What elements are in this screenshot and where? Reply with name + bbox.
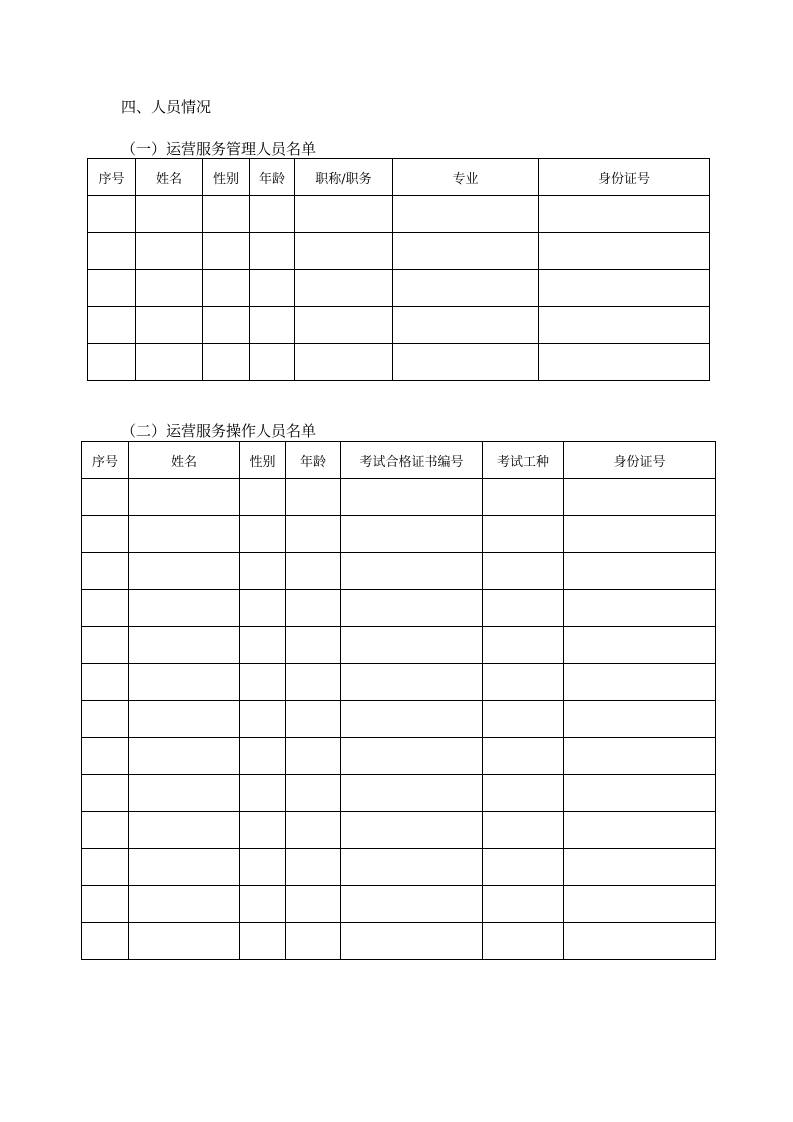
- table-cell[interactable]: [82, 775, 129, 812]
- table-cell[interactable]: [341, 553, 483, 590]
- table-cell[interactable]: [341, 701, 483, 738]
- table-cell[interactable]: [82, 516, 129, 553]
- table-cell[interactable]: [129, 553, 240, 590]
- table-cell[interactable]: [564, 479, 716, 516]
- table-cell[interactable]: [483, 849, 564, 886]
- table-cell[interactable]: [539, 307, 710, 344]
- table-cell[interactable]: [250, 344, 295, 381]
- header-cell: 姓名: [129, 442, 240, 479]
- table-cell[interactable]: [203, 344, 250, 381]
- table-cell[interactable]: [295, 196, 393, 233]
- operations-staff-table: [81, 441, 716, 960]
- table-row: [82, 701, 716, 738]
- table-row: [88, 233, 710, 270]
- table-cell[interactable]: [240, 627, 286, 664]
- header-cell: 性别: [240, 442, 286, 479]
- header-cell: 序号: [88, 159, 136, 196]
- table-cell[interactable]: [483, 812, 564, 849]
- operations-staff-table-title: （二）运营服务操作人员名单: [121, 422, 317, 440]
- table-cell[interactable]: [129, 516, 240, 553]
- table-cell[interactable]: [240, 849, 286, 886]
- table-cell[interactable]: [341, 738, 483, 775]
- table-cell[interactable]: [286, 886, 341, 923]
- header-cell: 考试合格证书编号: [341, 442, 483, 479]
- table-cell[interactable]: [240, 923, 286, 960]
- table-cell[interactable]: [88, 307, 136, 344]
- management-staff-table: [87, 158, 710, 381]
- table-cell[interactable]: [82, 849, 129, 886]
- table-cell[interactable]: [564, 553, 716, 590]
- header-cell: 考试工种: [483, 442, 564, 479]
- table-cell[interactable]: [539, 233, 710, 270]
- table-cell[interactable]: [341, 775, 483, 812]
- table-row: [82, 849, 716, 886]
- table-cell[interactable]: [286, 923, 341, 960]
- table-cell[interactable]: [203, 196, 250, 233]
- table-cell[interactable]: [483, 738, 564, 775]
- table-cell[interactable]: [286, 553, 341, 590]
- table-cell[interactable]: [136, 344, 203, 381]
- table-cell[interactable]: [393, 344, 539, 381]
- table-row: [82, 590, 716, 627]
- table-header-row: [82, 442, 716, 479]
- table-cell[interactable]: [129, 590, 240, 627]
- table-cell[interactable]: [564, 923, 716, 960]
- table-row: [82, 627, 716, 664]
- table-cell[interactable]: [539, 196, 710, 233]
- table-row: [82, 738, 716, 775]
- table-row: [82, 516, 716, 553]
- table-cell[interactable]: [564, 738, 716, 775]
- table-cell[interactable]: [136, 233, 203, 270]
- table-cell[interactable]: [129, 775, 240, 812]
- table-cell[interactable]: [564, 775, 716, 812]
- table-cell[interactable]: [483, 627, 564, 664]
- table-cell[interactable]: [393, 270, 539, 307]
- table-cell[interactable]: [483, 775, 564, 812]
- table-cell[interactable]: [341, 812, 483, 849]
- table-cell[interactable]: [129, 886, 240, 923]
- header-cell: 性别: [203, 159, 250, 196]
- table-row: [88, 344, 710, 381]
- table-cell[interactable]: [203, 233, 250, 270]
- table-cell[interactable]: [483, 553, 564, 590]
- table-cell[interactable]: [286, 701, 341, 738]
- header-cell: 姓名: [136, 159, 203, 196]
- table-cell[interactable]: [82, 923, 129, 960]
- table-cell[interactable]: [136, 307, 203, 344]
- table-header-row: [88, 159, 710, 196]
- table-cell[interactable]: [240, 775, 286, 812]
- table-cell[interactable]: [393, 233, 539, 270]
- table-cell[interactable]: [240, 590, 286, 627]
- table-cell[interactable]: [341, 627, 483, 664]
- table-cell[interactable]: [564, 886, 716, 923]
- table-cell[interactable]: [203, 270, 250, 307]
- table-cell[interactable]: [564, 627, 716, 664]
- table-cell[interactable]: [240, 664, 286, 701]
- table-cell[interactable]: [88, 196, 136, 233]
- table-cell[interactable]: [240, 812, 286, 849]
- table-row: [82, 553, 716, 590]
- table-cell[interactable]: [286, 775, 341, 812]
- table-cell[interactable]: [129, 812, 240, 849]
- table-cell[interactable]: [286, 479, 341, 516]
- table-cell[interactable]: [250, 307, 295, 344]
- table-cell[interactable]: [286, 849, 341, 886]
- table-cell[interactable]: [82, 886, 129, 923]
- table-cell[interactable]: [82, 479, 129, 516]
- table-cell[interactable]: [82, 627, 129, 664]
- table-row: [88, 270, 710, 307]
- table-cell[interactable]: [393, 196, 539, 233]
- table-cell[interactable]: [82, 553, 129, 590]
- table-cell[interactable]: [483, 590, 564, 627]
- header-cell: 年龄: [250, 159, 295, 196]
- table-cell[interactable]: [286, 516, 341, 553]
- table-cell[interactable]: [483, 479, 564, 516]
- table-cell[interactable]: [564, 701, 716, 738]
- table-cell[interactable]: [88, 344, 136, 381]
- table-cell[interactable]: [295, 307, 393, 344]
- table-cell[interactable]: [539, 270, 710, 307]
- table-cell[interactable]: [82, 590, 129, 627]
- table-cell[interactable]: [240, 886, 286, 923]
- table-cell[interactable]: [250, 233, 295, 270]
- table-cell[interactable]: [286, 664, 341, 701]
- table-cell[interactable]: [240, 701, 286, 738]
- header-cell: 专业: [393, 159, 539, 196]
- table-cell[interactable]: [286, 590, 341, 627]
- section-title: 四、人员情况: [121, 98, 212, 116]
- table-cell[interactable]: [483, 701, 564, 738]
- table-cell[interactable]: [341, 849, 483, 886]
- header-cell: 序号: [82, 442, 129, 479]
- table-cell[interactable]: [136, 196, 203, 233]
- table-cell[interactable]: [82, 664, 129, 701]
- table-cell[interactable]: [129, 664, 240, 701]
- table-cell[interactable]: [564, 812, 716, 849]
- table-cell[interactable]: [129, 923, 240, 960]
- table-cell[interactable]: [240, 516, 286, 553]
- table-row: [82, 664, 716, 701]
- table-cell[interactable]: [129, 849, 240, 886]
- table-row: [88, 196, 710, 233]
- table-cell[interactable]: [240, 479, 286, 516]
- table-row: [82, 775, 716, 812]
- table-cell[interactable]: [129, 738, 240, 775]
- table-row: [82, 812, 716, 849]
- table-cell[interactable]: [483, 923, 564, 960]
- table-cell[interactable]: [483, 516, 564, 553]
- table-cell[interactable]: [240, 553, 286, 590]
- table-cell[interactable]: [295, 344, 393, 381]
- table-cell[interactable]: [564, 516, 716, 553]
- header-cell: 年龄: [286, 442, 341, 479]
- table-cell[interactable]: [295, 270, 393, 307]
- table-cell[interactable]: [286, 627, 341, 664]
- table-row: [82, 886, 716, 923]
- table-row: [82, 479, 716, 516]
- table-cell[interactable]: [483, 886, 564, 923]
- table-cell[interactable]: [341, 664, 483, 701]
- table-cell[interactable]: [341, 886, 483, 923]
- header-cell: 身份证号: [539, 159, 710, 196]
- table-cell[interactable]: [250, 196, 295, 233]
- table-cell[interactable]: [286, 738, 341, 775]
- table-cell[interactable]: [129, 627, 240, 664]
- table-cell[interactable]: [136, 270, 203, 307]
- table-cell[interactable]: [129, 479, 240, 516]
- table-cell[interactable]: [82, 701, 129, 738]
- table-cell[interactable]: [250, 270, 295, 307]
- table-row: [82, 923, 716, 960]
- table-cell[interactable]: [82, 812, 129, 849]
- table-row: [88, 307, 710, 344]
- table-cell[interactable]: [240, 738, 286, 775]
- management-staff-table-title: （一）运营服务管理人员名单: [121, 140, 317, 158]
- table-cell[interactable]: [564, 590, 716, 627]
- table-cell[interactable]: [88, 233, 136, 270]
- table-cell[interactable]: [295, 233, 393, 270]
- table-cell[interactable]: [88, 270, 136, 307]
- table-cell[interactable]: [393, 307, 539, 344]
- table-cell[interactable]: [82, 738, 129, 775]
- table-cell[interactable]: [564, 664, 716, 701]
- header-cell: 身份证号: [564, 442, 716, 479]
- table-cell[interactable]: [203, 307, 250, 344]
- table-cell[interactable]: [341, 479, 483, 516]
- table-cell[interactable]: [483, 664, 564, 701]
- header-cell: 职称/职务: [295, 159, 393, 196]
- table-cell[interactable]: [564, 849, 716, 886]
- table-cell[interactable]: [286, 812, 341, 849]
- table-cell[interactable]: [341, 923, 483, 960]
- table-cell[interactable]: [341, 590, 483, 627]
- table-cell[interactable]: [539, 344, 710, 381]
- table-cell[interactable]: [129, 701, 240, 738]
- table-cell[interactable]: [341, 516, 483, 553]
